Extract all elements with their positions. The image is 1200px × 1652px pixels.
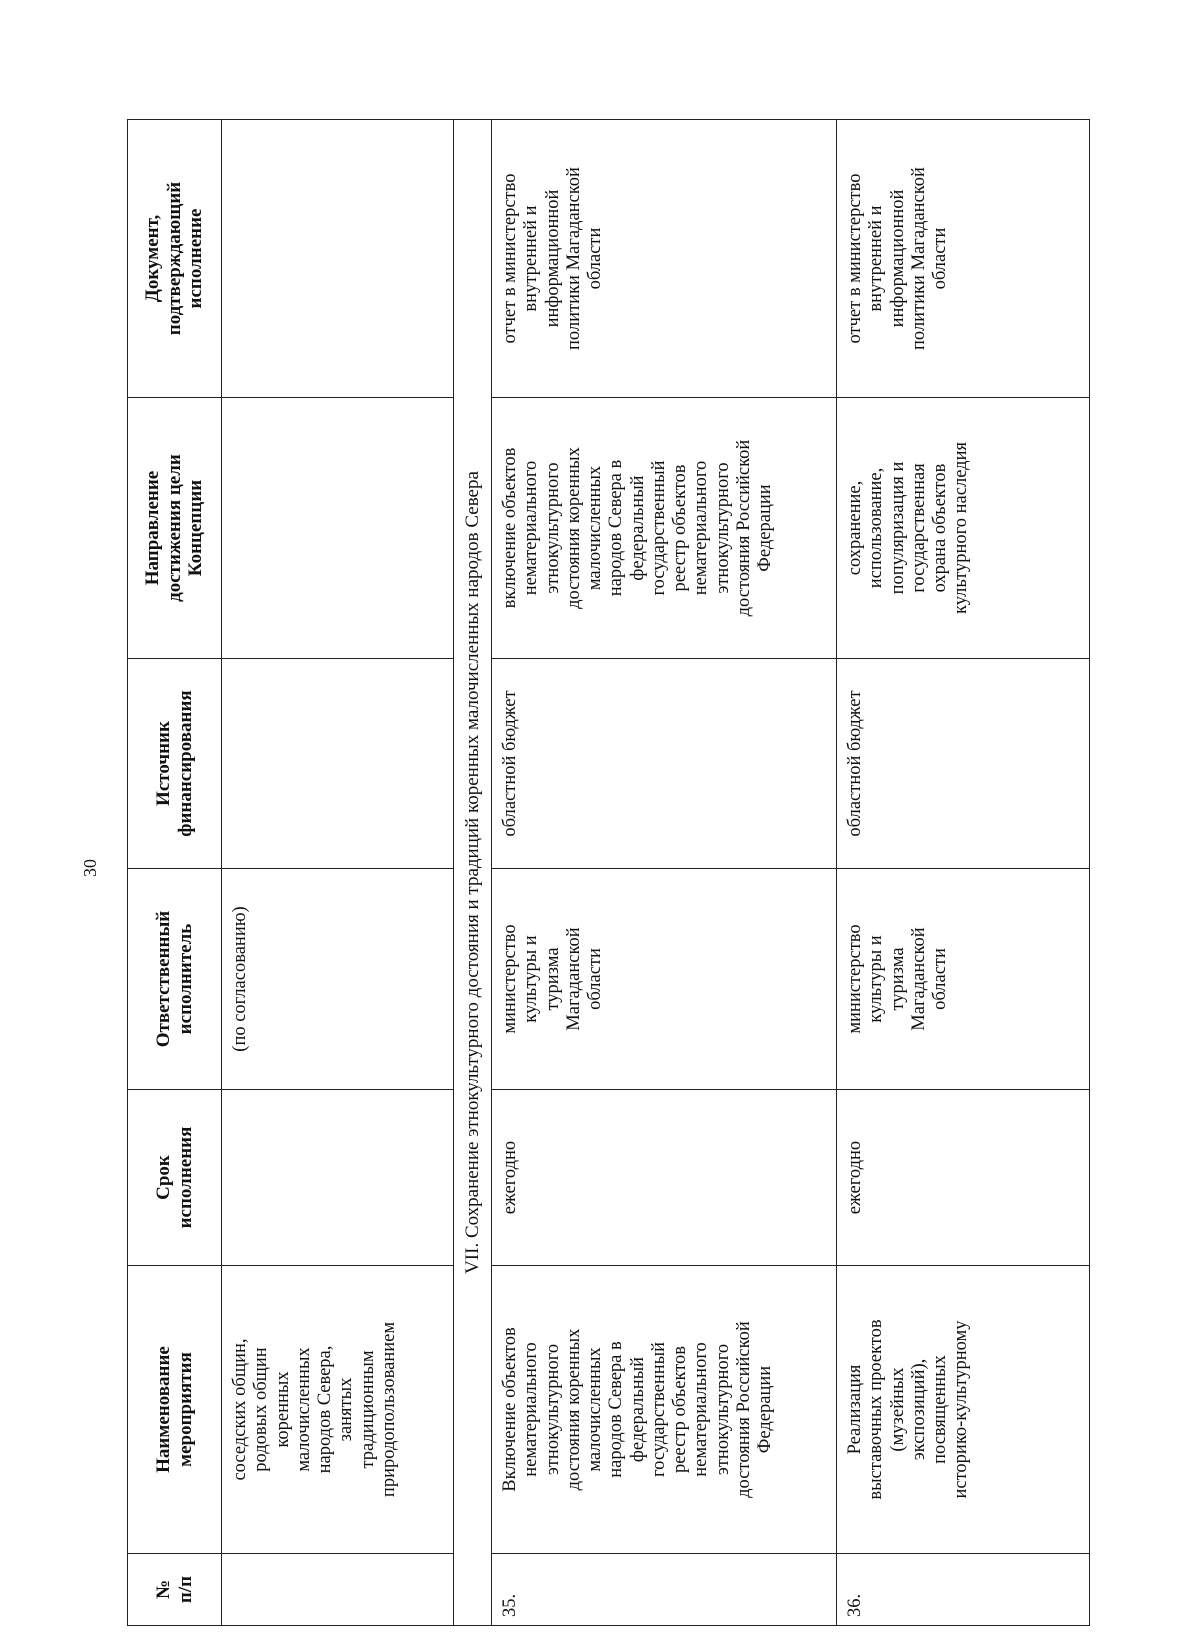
cell-direction: сохранение, использование, популяризация и государственная охрана объектов культурного наследия (837, 398, 1090, 659)
cell-event-name: Реализация выставочных проектов (музейных экспозиций), посвященных историко-культурному (837, 1266, 1090, 1554)
cell-document: отчет в министерство внутренней и информационной политики Магаданской области (837, 120, 1090, 398)
cell-event-name: соседских общин, родовых общин коренных малочисленных народов Севера, занятых традиционным природопользованием (222, 1266, 454, 1554)
rotated-table-container (127, 120, 1089, 1626)
cell-executor: министерство культуры и туризма Магаданской области (837, 869, 1090, 1090)
cell-funding-source: областной бюджет (837, 659, 1090, 869)
header-executor: Ответственный исполнитель (128, 869, 222, 1090)
header-term: Срок исполнения (128, 1090, 222, 1266)
cell-executor: министерство культуры и туризма Магаданской области (492, 869, 837, 1090)
cell-funding-source: областной бюджет (492, 659, 837, 869)
table-header-row (128, 120, 222, 1626)
cell-direction: включение объектов нематериального этнокультурного достояния коренных малочисленных народов Севера в федеральный государственный реестр объектов нематериального этнокультурного достояния Российской Федерации (492, 398, 837, 659)
table-row-continuation (222, 120, 454, 1626)
cell-event-name: Включение объектов нематериального этнокультурного достояния коренных малочисленных народов Севера в федеральный государственный реестр объектов нематериального этнокультурного достояния Российской Федерации (492, 1266, 837, 1554)
cell-number (222, 1554, 454, 1626)
cell-funding-source (222, 659, 454, 869)
header-event-name: Наименование мероприятия (128, 1266, 222, 1554)
action-plan-table (127, 119, 1090, 1626)
cell-document (222, 120, 454, 398)
cell-term: ежегодно (492, 1090, 837, 1266)
header-funding-source: Источник финансирования (128, 659, 222, 869)
section-title: VII. Сохранение этнокультурного достояния и традиций коренных малочисленных народов Севера (454, 120, 492, 1626)
section-row (454, 120, 492, 1626)
cell-term (222, 1090, 454, 1266)
header-direction: Направление достижения цели Концепции (128, 398, 222, 659)
table-row (837, 120, 1090, 1626)
cell-document: отчет в министерство внутренней и информационной политики Магаданской области (492, 120, 837, 398)
cell-executor: (по согласованию) (222, 869, 454, 1090)
header-document: Документ, подтверждающий исполнение (128, 120, 222, 398)
header-number: № п/п (128, 1554, 222, 1626)
page-number: 30 (80, 859, 100, 877)
cell-term: ежегодно (837, 1090, 1090, 1266)
cell-direction (222, 398, 454, 659)
cell-number: 35. (492, 1554, 837, 1626)
table-row (492, 120, 837, 1626)
cell-number: 36. (837, 1554, 1090, 1626)
